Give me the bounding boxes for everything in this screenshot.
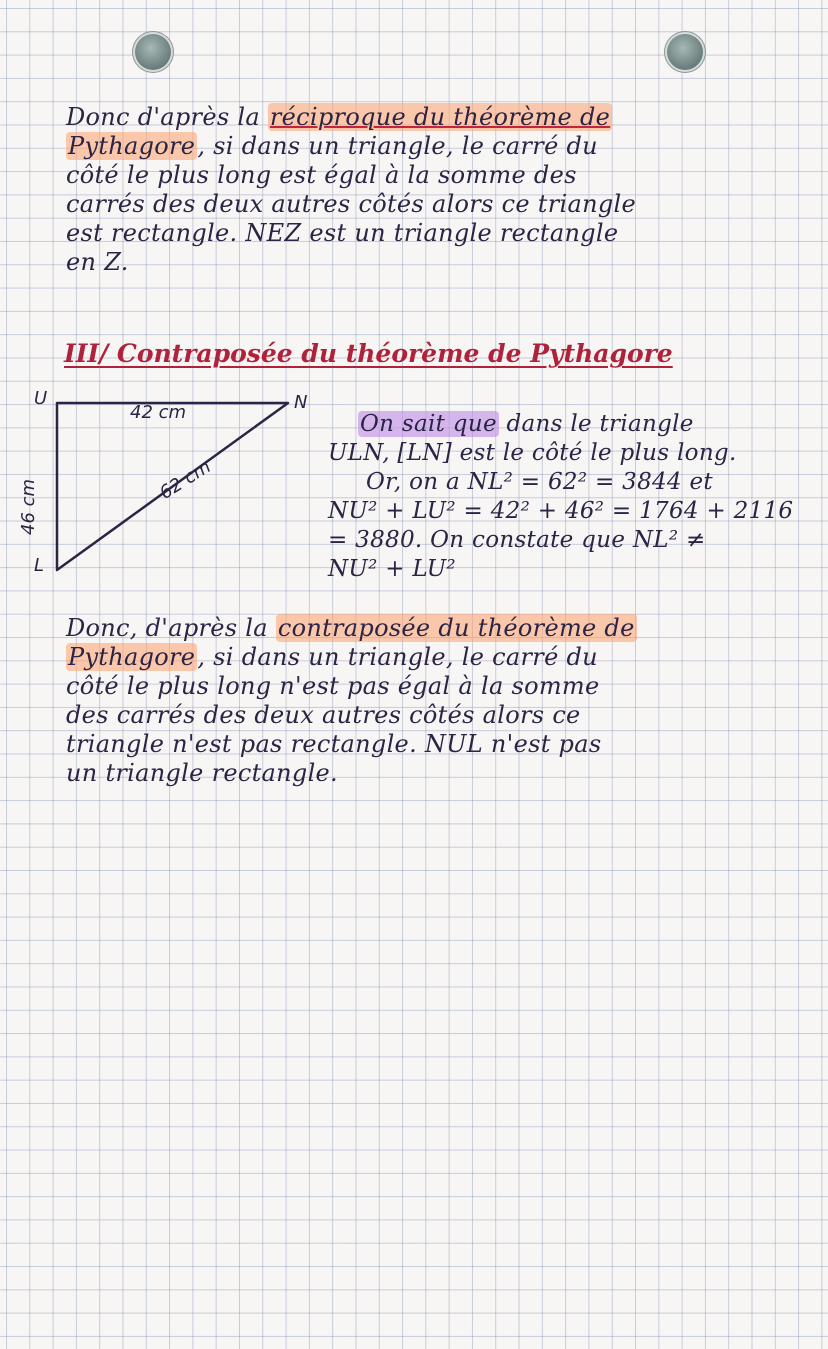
- paragraph-known-facts: [328, 410, 793, 584]
- section-number: III: [64, 339, 100, 368]
- line: carrés des deux autres côtés alors ce triangle: [66, 190, 636, 218]
- highlight-pythagore: Pythagore: [68, 132, 196, 160]
- paragraph-contrapositive-conclusion: [66, 614, 637, 788]
- text: , si dans un triangle, le carré du: [197, 643, 598, 671]
- text: dans le triangle: [498, 411, 694, 437]
- side-nl-length: 62 cm: [156, 456, 215, 504]
- line: en Z.: [66, 248, 129, 276]
- vertex-n-label: N: [294, 392, 308, 413]
- side-ul-length: 46 cm: [18, 478, 39, 535]
- highlight-contrapositive: contraposée du théorème de: [277, 614, 635, 642]
- side-un-length: 42 cm: [130, 402, 187, 423]
- line: un triangle rectangle.: [66, 759, 338, 787]
- line: côté le plus long est égal à la somme des: [66, 161, 577, 189]
- line: Or, on a NL² = 62² = 3844 et: [366, 469, 713, 495]
- line: NU² + LU²: [328, 556, 456, 582]
- text: Donc d'après la: [66, 103, 268, 131]
- highlight-on-sait-que: On sait que: [360, 411, 497, 437]
- line: est rectangle. NEZ est un triangle rectangle: [66, 219, 619, 247]
- vertex-u-label: U: [34, 388, 48, 409]
- text: , si dans un triangle, le carré du: [197, 132, 598, 160]
- line: côté le plus long n'est pas égal à la somme: [66, 672, 600, 700]
- line: [66, 643, 637, 672]
- vertex-l-label: L: [34, 555, 45, 576]
- line: des carrés des deux autres côtés alors ce: [66, 701, 581, 729]
- line: ULN, [LN] est le côté le plus long.: [328, 440, 737, 466]
- line: = 3880. On constate que NL² ≠: [328, 527, 706, 553]
- highlight-pythagore: Pythagore: [68, 643, 196, 671]
- line: NU² + LU² = 42² + 46² = 1764 + 2116: [328, 498, 794, 524]
- line: triangle n'est pas rectangle. NUL n'est pas: [66, 730, 602, 758]
- text: Donc, d'après la: [66, 614, 276, 642]
- section-title: / Contraposée du théorème de Pythagore: [99, 339, 673, 368]
- line: [328, 410, 793, 439]
- line: [66, 614, 637, 643]
- highlight-reciprocal: réciproque du théorème de: [269, 103, 611, 131]
